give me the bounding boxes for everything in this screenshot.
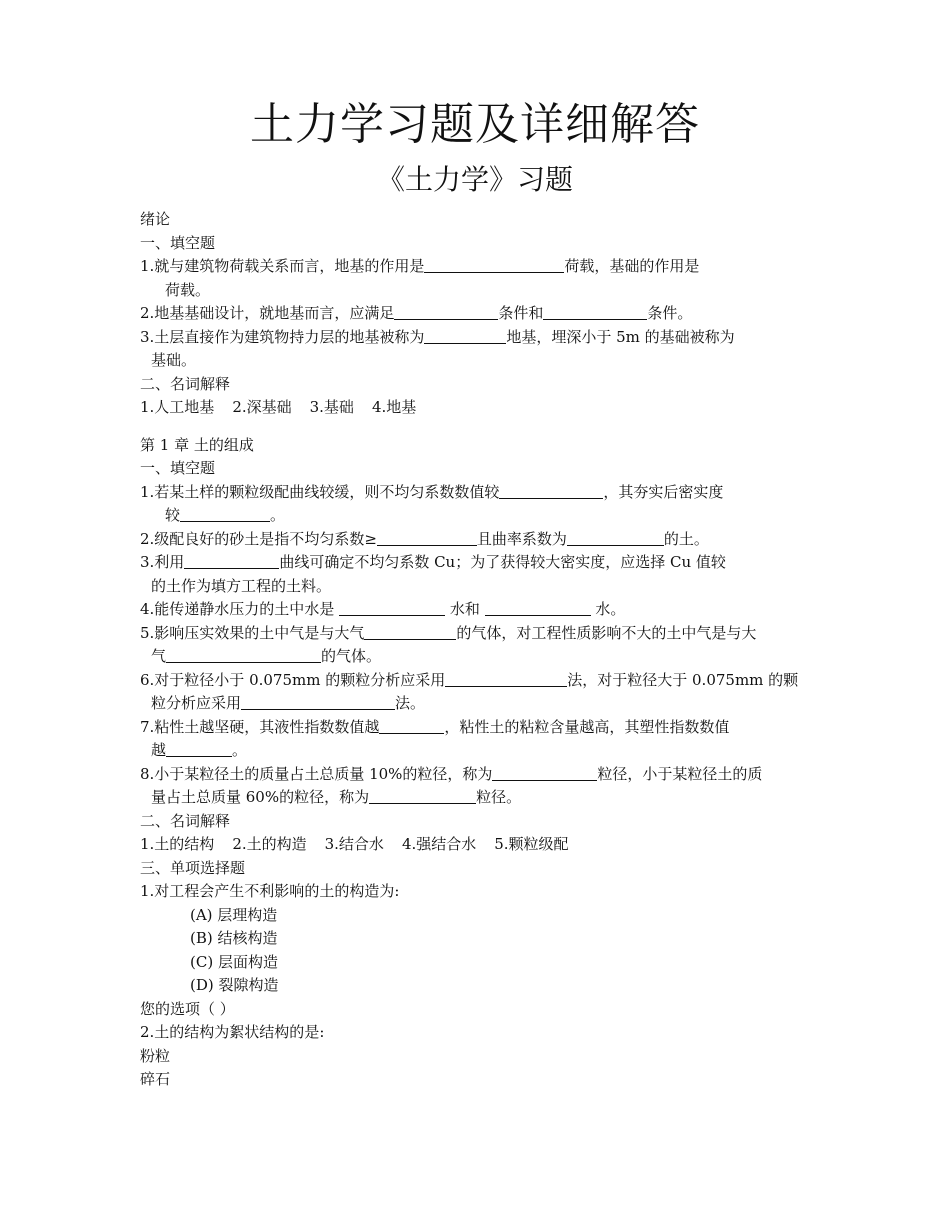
answer-blank [184, 553, 279, 569]
question-line: 8.小于某粒径土的质量占土总质量 10%的粒径，称为 粒径，小于某粒径土的质 [140, 764, 763, 783]
question-line: 的土作为填方工程的土料。 [151, 576, 332, 595]
question-line: 2.地基基础设计，就地基而言，应满足 条件和 条件。 [140, 304, 693, 322]
answer-blank [567, 530, 664, 546]
option-b: (B) 结核构造 [190, 929, 278, 947]
subsection-heading: 二、名词解释 [140, 811, 231, 830]
question-line: 1.若某土样的颗粒级配曲线较缓，则不均匀系数数值较 ，其夯实后密实度 [140, 482, 724, 501]
subsection-heading: 一、填空题 [140, 233, 216, 252]
answer-blank [166, 647, 321, 663]
chapter-heading: 第 1 章 土的组成 [140, 435, 254, 454]
question-line: 气 的气体。 [151, 647, 382, 665]
question-line: 荷载。 [165, 280, 211, 299]
question-line: 1.就与建筑物荷载关系而言，地基的作用是 荷载，基础的作用是 [140, 257, 700, 275]
answer-blank [166, 741, 232, 757]
question-line: 5.影响压实效果的土中气是与大气 的气体，对工程性质影响不大的土中气是与大 [140, 623, 757, 642]
answer-blank [339, 600, 445, 616]
answer-blank [377, 530, 477, 546]
term-item: 2.土的构造 [232, 835, 307, 853]
document-title: 土力学习题及详细解答 [250, 99, 700, 150]
document-subtitle: 《土力学》习题 [376, 163, 573, 196]
term-item: 4.强结合水 [401, 835, 477, 853]
question-line: 6.对于粒径小于 0.075mm 的颗粒分析应采用 法，对于粒径大于 0.075mm 的颗 [140, 670, 799, 689]
answer-blank [492, 765, 597, 781]
question-line: 基础。 [151, 351, 197, 369]
question-line: 粒分析应采用 法。 [151, 694, 426, 712]
question-line: 3.利用 曲线可确定不均匀系数 Cu；为了获得较大密实度，应选择 Cu 值较 [140, 553, 726, 571]
answer-blank [369, 788, 476, 804]
answer-blank [180, 506, 270, 522]
question-line: 1.对工程会产生不利影响的土的构造为: [140, 882, 400, 900]
question-line: 3.土层直接作为建筑物持力层的地基被称为 地基，埋深小于 5m 的基础被称为 [140, 327, 735, 346]
option-d: (D) 裂隙构造 [190, 976, 279, 994]
subsection-heading: 一、填空题 [140, 459, 216, 477]
subsection-heading: 二、名词解释 [140, 374, 231, 393]
question-line: 2.土的结构为絮状结构的是: [140, 1023, 325, 1041]
term-item: 1.土的结构 [140, 835, 215, 853]
term-item: 1.人工地基 [140, 398, 215, 416]
terms-list [140, 396, 812, 420]
answer-blank [394, 304, 498, 320]
question-line: 较 。 [165, 506, 286, 524]
option-c: (C) 层面构造 [190, 952, 278, 971]
answer-blank [424, 328, 506, 344]
answer-prompt: 您的选项（ ） [140, 999, 235, 1018]
option-item: 碎石 [140, 1070, 171, 1088]
question-line: 2.级配良好的砂土是指不均匀系数≥ 且曲率系数为 的土。 [140, 529, 709, 548]
answer-blank [499, 483, 603, 499]
answer-blank [379, 718, 444, 734]
option-a: (A) 层理构造 [190, 905, 278, 924]
terms-list [140, 833, 812, 857]
term-item: 3.结合水 [324, 835, 384, 853]
answer-blank [543, 304, 647, 320]
answer-blank [445, 671, 567, 687]
answer-blank [485, 600, 591, 616]
term-item: 5.颗粒级配 [494, 835, 569, 853]
option-item: 粉粒 [140, 1046, 171, 1065]
term-item: 4.地基 [371, 398, 417, 416]
term-item: 2.深基础 [232, 398, 292, 416]
subsection-heading: 三、单项选择题 [140, 858, 246, 877]
answer-blank [424, 257, 564, 273]
section-heading: 绪论 [140, 210, 171, 228]
question-line: 7.粘性土越坚硬，其液性指数数值越 ，粘性土的粘粒含量越高，其塑性指数数值 [140, 717, 730, 736]
term-item: 3.基础 [309, 398, 354, 416]
question-line: 4.能传递静水压力的土中水是 水和 水。 [140, 600, 626, 618]
answer-blank [364, 624, 456, 640]
question-line: 越 。 [151, 741, 248, 759]
question-line: 量占土总质量 60%的粒径，称为 粒径。 [151, 788, 522, 806]
document-body [140, 208, 812, 1092]
answer-blank [241, 694, 395, 710]
